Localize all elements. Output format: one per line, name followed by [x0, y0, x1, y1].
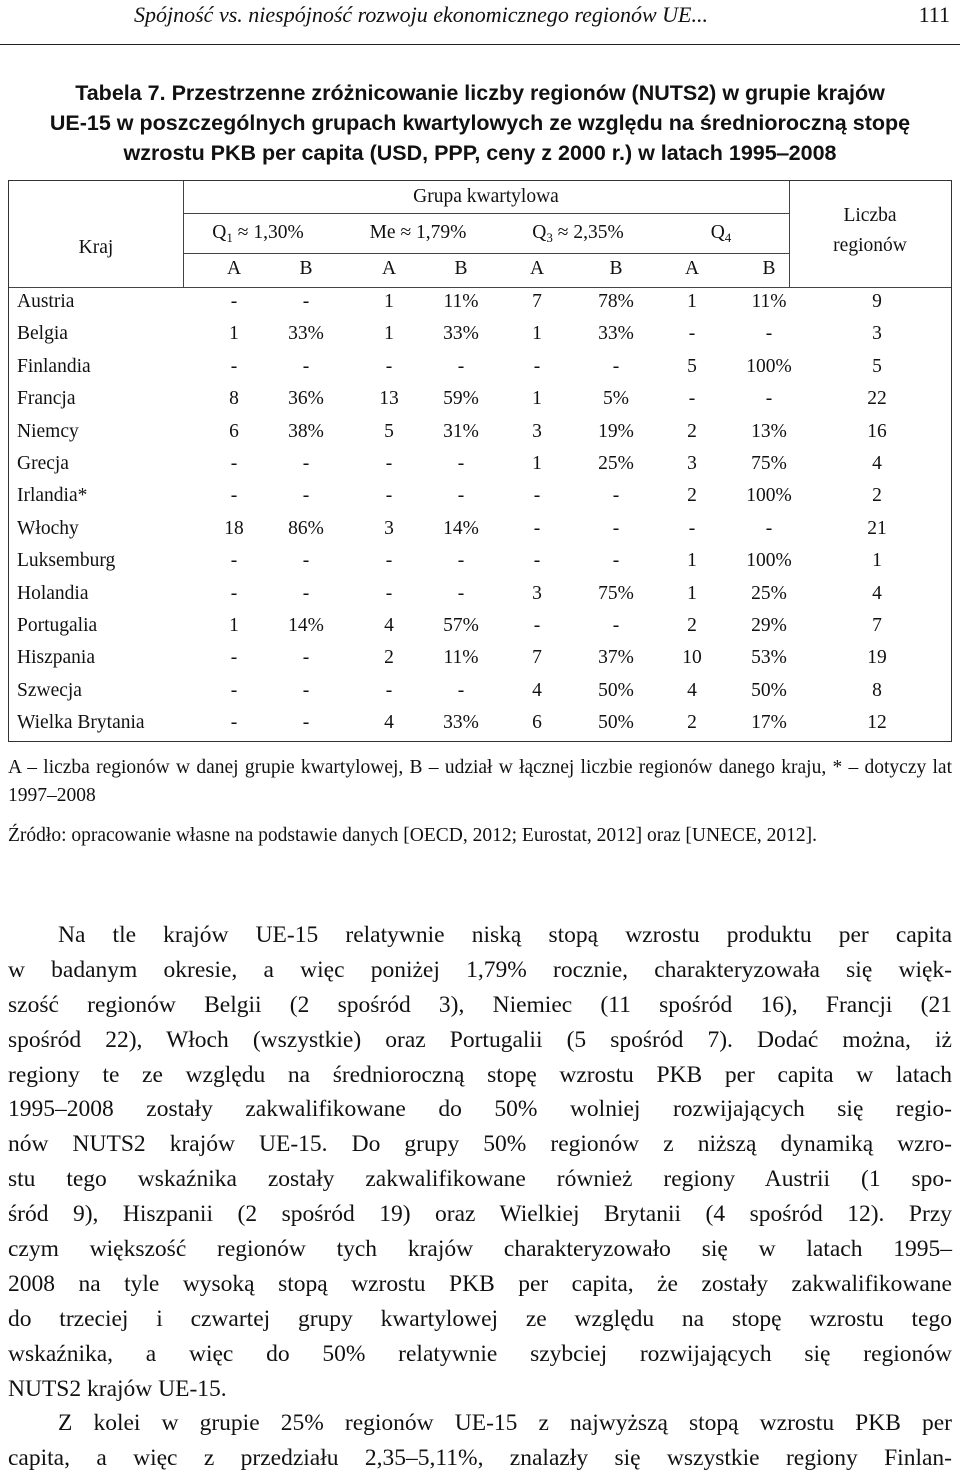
- table-cell: 2: [384, 647, 394, 669]
- country-name: Belgia: [17, 323, 68, 345]
- table-cell: 5%: [603, 388, 629, 410]
- table-cell: -: [533, 517, 541, 539]
- body-line: 2008 na tyle wysoką stopą wzrostu PKB per capita, że zostały zakwalifikowane: [8, 1270, 952, 1297]
- table-cell: 1: [532, 453, 542, 474]
- table-cell: 86%: [288, 517, 324, 539]
- table-cell: 7: [532, 647, 542, 669]
- region-total: 4: [872, 582, 882, 604]
- country-name: Luksemburg: [17, 550, 116, 572]
- body-line: stu tego wskaźnika zostały zakwalifikowane również regiony Austrii (1 spo-: [8, 1166, 952, 1193]
- table-cell: 3: [687, 453, 697, 474]
- table-cell: 11%: [751, 291, 787, 312]
- country-name: Austria: [17, 291, 75, 312]
- table-cell: -: [765, 388, 773, 410]
- header-me: Me ≈ 1,79%: [369, 222, 467, 243]
- header-a: A: [529, 258, 545, 279]
- region-total: 8: [872, 679, 882, 701]
- table-cell: -: [688, 517, 696, 539]
- table-cell: 14%: [288, 615, 324, 636]
- table-cell: -: [385, 582, 393, 604]
- table-caption: [8, 78, 952, 168]
- header-b: B: [299, 258, 313, 279]
- table-cell: 7: [532, 291, 542, 312]
- table-cell: 1: [532, 388, 542, 410]
- country-name: Wielka Brytania: [17, 712, 145, 734]
- table-cell: 53%: [751, 647, 787, 669]
- table-cell: 1: [687, 582, 697, 604]
- table-cell: 6: [532, 712, 542, 734]
- header-divider: [9, 287, 951, 288]
- header-liczba: Liczba: [843, 205, 897, 226]
- table-cell: 50%: [598, 679, 634, 701]
- table-cell: -: [612, 485, 620, 507]
- table-cell: 75%: [751, 453, 787, 474]
- body-line: wskaźnika, a więc do 50% relatywnie szybciej rozwijających się regionów: [8, 1340, 952, 1367]
- caption-line: Tabela 7. Przestrzenne zróżnicowanie liczby regionów (NUTS2) w grupie krajów: [75, 81, 885, 105]
- country-name: Włochy: [17, 517, 79, 539]
- table-cell: -: [533, 615, 541, 636]
- country-name: Hiszpania: [17, 647, 95, 669]
- body-line: regiony te ze względu na średnioroczną stopę wzrostu PKB per capita w latach: [8, 1061, 952, 1088]
- table-cell: -: [230, 485, 238, 507]
- table-source: Źródło: opracowanie własne na podstawie danych [OECD, 2012; Eurostat, 2012] oraz [UNECE, 2012].: [8, 825, 818, 846]
- table-cell: 33%: [443, 712, 479, 734]
- header-b: B: [454, 258, 468, 279]
- table-cell: 1: [229, 615, 239, 636]
- table-cell: 37%: [598, 647, 634, 669]
- table-cell: 38%: [288, 420, 324, 442]
- country-name: Finlandia: [17, 355, 91, 377]
- header-a: A: [381, 258, 397, 279]
- table-cell: 2: [687, 485, 697, 507]
- running-title: Spójność vs. niespójność rozwoju ekonomicznego regionów UE...: [134, 2, 708, 27]
- running-header: [0, 0, 960, 45]
- table-cell: -: [230, 453, 238, 474]
- table-cell: 8: [229, 388, 239, 410]
- table-cell: 4: [384, 712, 394, 734]
- table-cell: 4: [532, 679, 542, 701]
- region-total: 2: [872, 485, 882, 507]
- table-cell: -: [765, 323, 773, 345]
- table-cell: 5: [687, 355, 697, 377]
- country-name: Irlandia*: [17, 485, 88, 507]
- header-q1: $Q_1 \approx 1,30\%$: [212, 222, 304, 245]
- table-cell: 3: [532, 420, 542, 442]
- body-line: Z kolei w grupie 25% regionów UE-15 z najwyższą stopą wzrostu PKB per: [58, 1410, 952, 1437]
- table-cell: 4: [687, 679, 697, 701]
- table-cell: -: [457, 485, 465, 507]
- table-cell: -: [457, 679, 465, 701]
- body-line: śród 9), Hiszpanii (2 spośród 19) oraz Wielkiej Brytanii (4 spośród 12). Przy: [8, 1201, 952, 1228]
- data-table: [8, 180, 952, 742]
- table-cell: 50%: [598, 712, 634, 734]
- table-cell: 2: [687, 615, 697, 636]
- table-cell: -: [302, 679, 310, 701]
- table-cell: -: [230, 550, 238, 572]
- table-cell: 4: [384, 615, 394, 636]
- header-kraj: Kraj: [78, 237, 114, 258]
- header-q4: $Q_4$: [710, 222, 732, 245]
- caption-line: wzrostu PKB per capita (USD, PPP, ceny z 2000 r.) w latach 1995‒2008: [123, 141, 837, 165]
- table-cell: 2: [687, 712, 697, 734]
- body-line: NUTS2 krajów UE-15.: [8, 1375, 227, 1402]
- header-b: B: [609, 258, 623, 279]
- body-line: do trzeciej i czwartej grupy kwartylowej ze względu na stopę wzrostu tego: [8, 1305, 952, 1332]
- table-cell: 1: [384, 323, 394, 345]
- table-cell: 2: [687, 420, 697, 442]
- table-cell: 18: [224, 517, 244, 539]
- table-cell: -: [533, 485, 541, 507]
- table-cell: 75%: [598, 582, 634, 604]
- region-total: 9: [872, 291, 882, 312]
- body-line: nów NUTS2 krajów UE-15. Do grupy 50% regionów z niższą dynamiką wzro-: [8, 1131, 952, 1158]
- table-cell: -: [688, 323, 696, 345]
- table-cell: -: [230, 291, 238, 312]
- table-cell: -: [385, 485, 393, 507]
- table-cell: -: [230, 647, 238, 669]
- caption-line: UE-15 w poszczególnych grupach kwartylowych ze względu na średnioroczną stopę: [49, 111, 911, 135]
- table-cell: 3: [384, 517, 394, 539]
- table-cell: 6: [229, 420, 239, 442]
- table-cell: -: [302, 355, 310, 377]
- body-paragraphs: [8, 918, 952, 1476]
- table-cell: 50%: [751, 679, 787, 701]
- table-cell: 1: [532, 323, 542, 345]
- region-total: 19: [867, 647, 887, 669]
- table-cell: -: [230, 712, 238, 734]
- table-cell: 100%: [746, 550, 792, 572]
- region-total: 3: [872, 323, 882, 345]
- table-cell: 33%: [288, 323, 324, 345]
- table-cell: 31%: [443, 420, 479, 442]
- region-total: 1: [872, 550, 882, 572]
- table-cell: 11%: [443, 291, 479, 312]
- header-divider: [183, 253, 789, 254]
- header-grupa-kwartylowa: Grupa kwartylowa: [413, 186, 559, 207]
- header-b: B: [762, 258, 776, 279]
- table-cell: -: [230, 582, 238, 604]
- table-cell: 1: [687, 550, 697, 572]
- table-cell: -: [302, 550, 310, 572]
- body-line: 1995‒2008 zostały zakwalifikowane do 50% wolniej rozwijających się regio-: [8, 1096, 952, 1123]
- table-cell: 3: [532, 582, 542, 604]
- table-cell: 1: [687, 291, 697, 312]
- region-total: 21: [867, 517, 887, 539]
- table-cell: -: [457, 355, 465, 377]
- table-cell: -: [385, 453, 393, 474]
- page-number: 111: [918, 2, 950, 27]
- header-q3: $Q_3 \approx 2,35\%$: [532, 222, 624, 245]
- table-cell: 13%: [751, 420, 787, 442]
- body-line: czym większość regionów tych krajów charakteryzowało się w latach 1995‒: [8, 1236, 952, 1263]
- region-total: 22: [867, 388, 887, 410]
- table-cell: -: [385, 550, 393, 572]
- table-cell: -: [457, 550, 465, 572]
- table-cell: 100%: [746, 355, 792, 377]
- table-cell: -: [612, 615, 620, 636]
- table-cell: -: [302, 485, 310, 507]
- table-cell: -: [385, 355, 393, 377]
- table-cell: 78%: [598, 291, 634, 312]
- table-cell: -: [302, 647, 310, 669]
- country-name: Portugalia: [17, 615, 98, 636]
- table-cell: 5: [384, 420, 394, 442]
- region-total: 12: [867, 712, 887, 734]
- table-cell: 1: [229, 323, 239, 345]
- table-cell: 10: [682, 647, 702, 669]
- table-cell: 59%: [443, 388, 479, 410]
- body-line: capita, a więc z przedziału 2,35‒5,11%, znalazły się wszystkie regiony Finlan-: [8, 1445, 952, 1472]
- table-cell: -: [612, 517, 620, 539]
- country-name: Grecja: [17, 453, 69, 474]
- table-cell: -: [230, 679, 238, 701]
- country-name: Holandia: [17, 582, 89, 604]
- table-cell: 57%: [443, 615, 479, 636]
- header-divider: [183, 213, 789, 214]
- table-cell: 1: [384, 291, 394, 312]
- header-regionow: regionów: [833, 235, 907, 256]
- table-cell: 29%: [751, 615, 787, 636]
- table-cell: 17%: [751, 712, 787, 734]
- table-legend: A ‒ liczba regionów w danej grupie kwartylowej, B ‒ udział w łącznej liczbie regionów danego kraju, * ‒ dotyczy lat 1997‒2008: [8, 757, 952, 806]
- table-cell: 33%: [598, 323, 634, 345]
- table-cell: 19%: [598, 420, 634, 442]
- body-line: spośród 22), Włoch (wszystkie) oraz Portugalii (5 spośród 7). Dodać można, iż: [8, 1026, 952, 1053]
- table-cell: -: [302, 291, 310, 312]
- table-cell: -: [612, 550, 620, 572]
- table-cell: -: [457, 453, 465, 474]
- table-cell: 14%: [443, 517, 479, 539]
- table-cell: 25%: [598, 453, 634, 474]
- table-cell: -: [302, 582, 310, 604]
- country-name: Francja: [17, 388, 76, 410]
- region-total: 4: [872, 453, 882, 474]
- table-cell: 13: [379, 388, 399, 410]
- body-line: w badanym okresie, a więc poniżej 1,79% rocznie, charakteryzowała się więk-: [8, 956, 952, 983]
- table-cell: -: [302, 453, 310, 474]
- country-name: Szwecja: [17, 679, 82, 701]
- table-cell: 36%: [288, 388, 324, 410]
- table-cell: -: [688, 388, 696, 410]
- region-total: 16: [867, 420, 887, 442]
- region-total: 7: [872, 615, 882, 636]
- body-line: szość regionów Belgii (2 spośród 3), Niemiec (11 spośród 16), Francji (21: [8, 991, 952, 1018]
- table-cell: 11%: [443, 647, 479, 669]
- country-name: Niemcy: [17, 420, 79, 442]
- table-cell: -: [302, 712, 310, 734]
- table-cell: -: [612, 355, 620, 377]
- table-cell: -: [385, 679, 393, 701]
- table-cell: -: [533, 550, 541, 572]
- region-total: 5: [872, 355, 882, 377]
- table-cell: -: [765, 517, 773, 539]
- table-cell: -: [230, 355, 238, 377]
- header-a: A: [684, 258, 700, 279]
- table-cell: 25%: [751, 582, 787, 604]
- body-line: Na tle krajów UE-15 relatywnie niską stopą wzrostu produktu per capita: [58, 922, 952, 948]
- header-a: A: [226, 258, 242, 279]
- table-cell: 33%: [443, 323, 479, 345]
- table-cell: -: [457, 582, 465, 604]
- table-cell: 100%: [746, 485, 792, 507]
- table-cell: -: [533, 355, 541, 377]
